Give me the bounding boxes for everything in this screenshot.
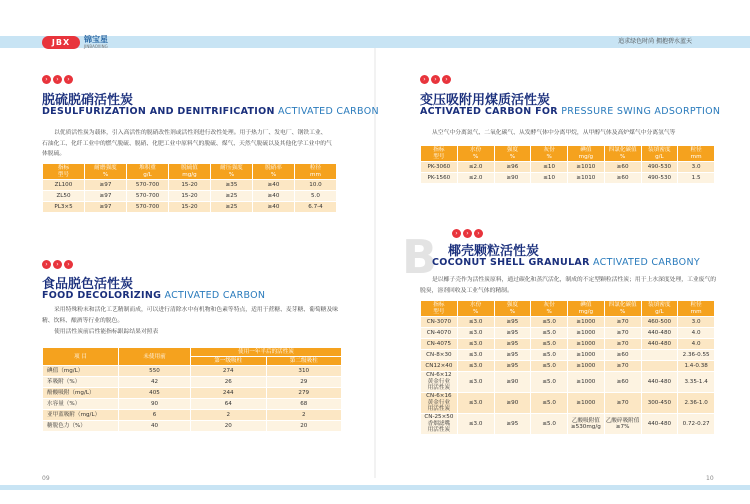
coconut-cell: ≤5.0 [531, 372, 568, 393]
psa-description: 从空气中分离氮气、二氧化碳气、从发酵气体中分离甲烷，从甲醇气体及高炉煤气中分离氢气等 [432, 130, 676, 136]
food-title-en-bold: FOOD DECOLORIZING [42, 290, 162, 301]
desulf-cell: 6.7-4 [295, 202, 337, 213]
coconut-cell: ≤5.0 [531, 361, 568, 372]
coconut-description: 是以椰子壳作为活性炭原料，通过碳化和蒸汽活化，制成的不定型颗粒活性炭；用于上水深度处理，工业废气的脱臭，溶剂回收及工业气体的精制。 [420, 277, 717, 294]
desulf-cell: ≥25 [211, 191, 253, 202]
food-cell: 苯吸附（%） [43, 377, 119, 388]
psa-cell: 1.5 [678, 173, 715, 184]
psa-th-5: 四氯化碳值 % [604, 146, 641, 162]
psa-title-en-light: PRESSURE SWING ADSORPTION [557, 106, 721, 117]
coconut-cell: ≥70 [604, 393, 641, 414]
coconut-cell: ≥1000 [568, 361, 605, 372]
coconut-cell: ≥1000 [568, 328, 605, 339]
psa-cell: 490-530 [641, 173, 678, 184]
psa-cell: ≥60 [604, 162, 641, 173]
coconut-cell: ≥1000 [568, 393, 605, 414]
food-title: 食品脱色活性炭 [42, 277, 134, 292]
food-cell: 酚酸吸附（mg/L） [43, 388, 119, 399]
psa-title: 变压吸附用煤质活性炭 [420, 93, 551, 108]
table-row [43, 399, 342, 410]
table-row [421, 328, 715, 339]
desulf-cell: ZL100 [43, 180, 85, 191]
desulf-th-3: 脱硫值 mg/g [169, 164, 211, 180]
table-row [43, 421, 342, 432]
coconut-cell: ≥95 [494, 328, 531, 339]
coconut-cell [641, 350, 678, 361]
coconut-cell: ≤5.0 [531, 393, 568, 414]
desulf-cell: ≥40 [253, 191, 295, 202]
coconut-cell: ≥90 [494, 372, 531, 393]
table-row [421, 339, 715, 350]
food-cell: 20 [191, 421, 267, 432]
food-cell: 40 [119, 421, 191, 432]
table-row [421, 350, 715, 361]
coconut-cell: ≤5.0 [531, 414, 568, 435]
psa-th-7: 粒径 mm [678, 146, 715, 162]
coconut-cell: ≥1000 [568, 350, 605, 361]
coconut-cell: 4.0 [678, 339, 715, 350]
coconut-cell: 0.72-0.27 [678, 414, 715, 435]
desulf-cell: ≥97 [85, 180, 127, 191]
coconut-cell: 1.4-0.38 [678, 361, 715, 372]
coconut-cell: ≥70 [604, 361, 641, 372]
food-cell: 279 [266, 388, 342, 399]
coconut-cell: ≥90 [494, 393, 531, 414]
food-cell: 42 [119, 377, 191, 388]
food-cell: 244 [191, 388, 267, 399]
coconut-cell: CN-25×50 香烟滤嘴 用活性炭 [421, 414, 458, 435]
psa-cell: 490-530 [641, 162, 678, 173]
desulf-cell: 5.0 [295, 191, 337, 202]
coconut-th-6: 装填密度 g/L [641, 301, 678, 317]
desulf-spec-table [42, 163, 337, 213]
coconut-th-2: 强度 % [494, 301, 531, 317]
arrows-icon: › › › [42, 75, 73, 84]
coconut-cell: CN-4070 [421, 328, 458, 339]
food-cell: 20 [266, 421, 342, 432]
food-cell: 糖脱色力（%） [43, 421, 119, 432]
psa-th-1: 水份 % [457, 146, 494, 162]
psa-th-6: 装填密度 g/L [641, 146, 678, 162]
coconut-cell: CN-6×16 黄金行业 用活性炭 [421, 393, 458, 414]
table-row [421, 372, 715, 393]
psa-cell: ≤2.0 [457, 173, 494, 184]
table-row [421, 317, 715, 328]
coconut-cell: CN12×40 [421, 361, 458, 372]
desulf-cell: 570-700 [127, 191, 169, 202]
coconut-cell: ≥95 [494, 317, 531, 328]
coconut-cell: ≤3.0 [457, 361, 494, 372]
psa-spec-table [420, 145, 715, 184]
desulf-th-0: 指标 型号 [43, 164, 85, 180]
coconut-cell: 乙酸碎吸附值 ≥7% [604, 414, 641, 435]
food-cell: 405 [119, 388, 191, 399]
arrows-icon: › › › [452, 229, 483, 238]
coconut-title-en-light: ACTIVATED CARBONY [589, 257, 700, 268]
coconut-cell: 3.35-1.4 [678, 372, 715, 393]
table-row [43, 377, 342, 388]
desulf-th-2: 堆积重 g/L [127, 164, 169, 180]
coconut-cell: 460-500 [641, 317, 678, 328]
coconut-cell: CN-8×30 [421, 350, 458, 361]
coconut-cell: ≥95 [494, 361, 531, 372]
food-title-en [42, 290, 265, 301]
desulf-description: 以优质活性炭为载体，引入高活性的脱硝改性剂或活性剂进行改性处理。用于热力厂、发电厂、钢铁工业、石油化工、化纤工业中的燃气脱硫、脱硝、化肥工业中原料气的脱硫、煤气、天然气脱硫以及其他化学工业中的气体脱硫。 [42, 130, 332, 157]
food-cell: 310 [266, 366, 342, 377]
coconut-cell: ≤3.0 [457, 350, 494, 361]
desulf-th-1: 耐磨强度 % [85, 164, 127, 180]
coconut-cell: 440-480 [641, 328, 678, 339]
psa-cell: ≤10 [531, 173, 568, 184]
desulf-cell: ≥25 [211, 202, 253, 213]
coconut-spec-table [420, 300, 715, 435]
desulf-cell: ≥40 [253, 180, 295, 191]
desulf-cell: ≥97 [85, 191, 127, 202]
desulf-title: 脱硫脱硝活性炭 [42, 93, 134, 108]
desulf-cell: 15-20 [169, 180, 211, 191]
food-cell: 29 [266, 377, 342, 388]
table-row [421, 173, 715, 184]
table-row [43, 202, 337, 213]
food-cell: 64 [191, 399, 267, 410]
coconut-cell: ≤5.0 [531, 339, 568, 350]
food-cell: 90 [119, 399, 191, 410]
coconut-cell: CN-6×12 黄金行业 用活性炭 [421, 372, 458, 393]
food-th-year: 使用一年半后的活性炭 [191, 348, 342, 357]
coconut-cell: 440-480 [641, 414, 678, 435]
coconut-cell: 4.0 [678, 328, 715, 339]
section-letter: B [402, 230, 438, 284]
brand-name: 锦宝星 [84, 35, 108, 44]
table-row [43, 366, 342, 377]
food-cell: 68 [266, 399, 342, 410]
food-th-item: 项 目 [43, 348, 119, 366]
food-cell: 26 [191, 377, 267, 388]
coconut-title-en [432, 257, 700, 268]
coconut-title-en-bold: COCONUT SHELL GRANULAR [432, 257, 590, 268]
coconut-cell: 440-480 [641, 372, 678, 393]
desulf-cell: ≥40 [253, 202, 295, 213]
psa-th-0: 指标 型号 [421, 146, 458, 162]
coconut-cell: 300-450 [641, 393, 678, 414]
food-th-second: 第二级吸柱 [266, 357, 342, 366]
food-cell: 2 [266, 410, 342, 421]
desulf-cell: ZL50 [43, 191, 85, 202]
brand-logo: JBX [42, 36, 80, 49]
table-row [421, 162, 715, 173]
coconut-title: 椰壳颗粒活性炭 [448, 244, 540, 259]
desulf-th-4: 耐压强度 % [211, 164, 253, 180]
desulf-th-5: 脱硝率 % [253, 164, 295, 180]
coconut-cell: CN-3070 [421, 317, 458, 328]
psa-cell: ≥1010 [568, 173, 605, 184]
coconut-th-1: 水份 % [457, 301, 494, 317]
food-th-first: 第一级吸柱 [191, 357, 267, 366]
footer-bar [0, 485, 750, 490]
psa-title-en-bold: ACTIVATED CARBON FOR [420, 106, 558, 117]
coconut-cell: ≥95 [494, 414, 531, 435]
coconut-cell: ≥1000 [568, 339, 605, 350]
desulf-title-en-light: ACTIVATED CARBON [274, 106, 379, 117]
food-cell: 2 [191, 410, 267, 421]
table-row [421, 361, 715, 372]
coconut-cell [641, 361, 678, 372]
psa-cell: ≥96 [494, 162, 531, 173]
coconut-cell: ≥95 [494, 339, 531, 350]
psa-cell: ≥90 [494, 173, 531, 184]
arrows-icon: › › › [420, 75, 451, 84]
psa-cell: ≥1010 [568, 162, 605, 173]
coconut-th-5: 四氯化碳值 % [604, 301, 641, 317]
desulf-cell: 570-700 [127, 180, 169, 191]
coconut-cell: ≤5.0 [531, 317, 568, 328]
psa-th-2: 强度 % [494, 146, 531, 162]
coconut-cell: ≤3.0 [457, 328, 494, 339]
desulf-cell: ≥97 [85, 202, 127, 213]
coconut-cell: ≤3.0 [457, 339, 494, 350]
coconut-th-0: 指标 型号 [421, 301, 458, 317]
coconut-cell: ≥1000 [568, 372, 605, 393]
coconut-cell: ≤5.0 [531, 328, 568, 339]
food-cell: 碘值（mg/L） [43, 366, 119, 377]
table-row [43, 191, 337, 202]
coconut-cell: ≥70 [604, 317, 641, 328]
food-cell: 550 [119, 366, 191, 377]
food-table-caption: 使用活性炭前后性能指标跟踪结果对照表 [54, 329, 159, 335]
table-row [421, 393, 715, 414]
food-cell: 6 [119, 410, 191, 421]
page-number-left: 09 [42, 475, 50, 482]
brand-name-en: JINBAOXING [84, 44, 108, 49]
desulf-cell: 15-20 [169, 191, 211, 202]
psa-th-4: 碘值 mg/g [568, 146, 605, 162]
desulf-cell: PL3×5 [43, 202, 85, 213]
food-cell: 亚甲蓝吸附（mg/L） [43, 410, 119, 421]
coconut-cell: ≤3.0 [457, 317, 494, 328]
coconut-cell: ≥1000 [568, 317, 605, 328]
arrows-icon: › › › [42, 260, 73, 269]
table-row [421, 414, 715, 435]
coconut-cell: ≤5.0 [531, 350, 568, 361]
coconut-cell: 3.0 [678, 317, 715, 328]
food-title-en-light: ACTIVATED CARBON [161, 290, 266, 301]
slogan: 追求绿色时尚 拥抱碧水蓝天 [618, 38, 692, 45]
food-cell: 水容量（%） [43, 399, 119, 410]
coconut-cell: 乙酸吸附值 ≥530mg/g [568, 414, 605, 435]
desulf-th-6: 粒径 mm [295, 164, 337, 180]
psa-cell: ≤2.0 [457, 162, 494, 173]
table-row [43, 410, 342, 421]
desulf-title-en-bold: DESULFURIZATION AND DENITRIFICATION [42, 106, 275, 117]
coconut-th-4: 碘值 mg/g [568, 301, 605, 317]
food-th-unused: 未使用前 [119, 348, 191, 366]
table-row [43, 388, 342, 399]
coconut-cell: ≥70 [604, 328, 641, 339]
desulf-cell: 10.0 [295, 180, 337, 191]
desulf-cell: 570-700 [127, 202, 169, 213]
psa-cell: ≥60 [604, 173, 641, 184]
coconut-cell: 440-480 [641, 339, 678, 350]
food-description: 采用特殊粉末和活化工艺精制而成，可以进行清除水中有机物和色素等特点，适用于蔗糖、麦芽糖、葡萄糖及味精、饮料、酿酒等行业的脱色。 [42, 307, 339, 324]
desulf-cell: ≥35 [211, 180, 253, 191]
page-number-right: 10 [706, 475, 714, 482]
psa-title-en [420, 106, 720, 117]
coconut-cell: ≥70 [604, 339, 641, 350]
coconut-cell: ≥60 [604, 350, 641, 361]
psa-cell: PK-3060 [421, 162, 458, 173]
coconut-cell: ≤3.0 [457, 414, 494, 435]
coconut-cell: ≥60 [604, 372, 641, 393]
psa-th-3: 灰份 % [531, 146, 568, 162]
coconut-th-3: 灰份 % [531, 301, 568, 317]
coconut-cell: CN-4075 [421, 339, 458, 350]
coconut-cell: 2.36-0.55 [678, 350, 715, 361]
food-cell: 274 [191, 366, 267, 377]
coconut-th-7: 粒径 mm [678, 301, 715, 317]
coconut-cell: 2.36-1.0 [678, 393, 715, 414]
table-row [43, 180, 337, 191]
desulf-title-en [42, 106, 379, 117]
psa-cell: ≤10 [531, 162, 568, 173]
psa-cell: 3.0 [678, 162, 715, 173]
food-comparison-table [42, 347, 342, 432]
coconut-cell: ≥95 [494, 350, 531, 361]
psa-cell: PK-1560 [421, 173, 458, 184]
coconut-cell: ≤3.0 [457, 393, 494, 414]
coconut-cell: ≤3.0 [457, 372, 494, 393]
desulf-cell: 15-20 [169, 202, 211, 213]
